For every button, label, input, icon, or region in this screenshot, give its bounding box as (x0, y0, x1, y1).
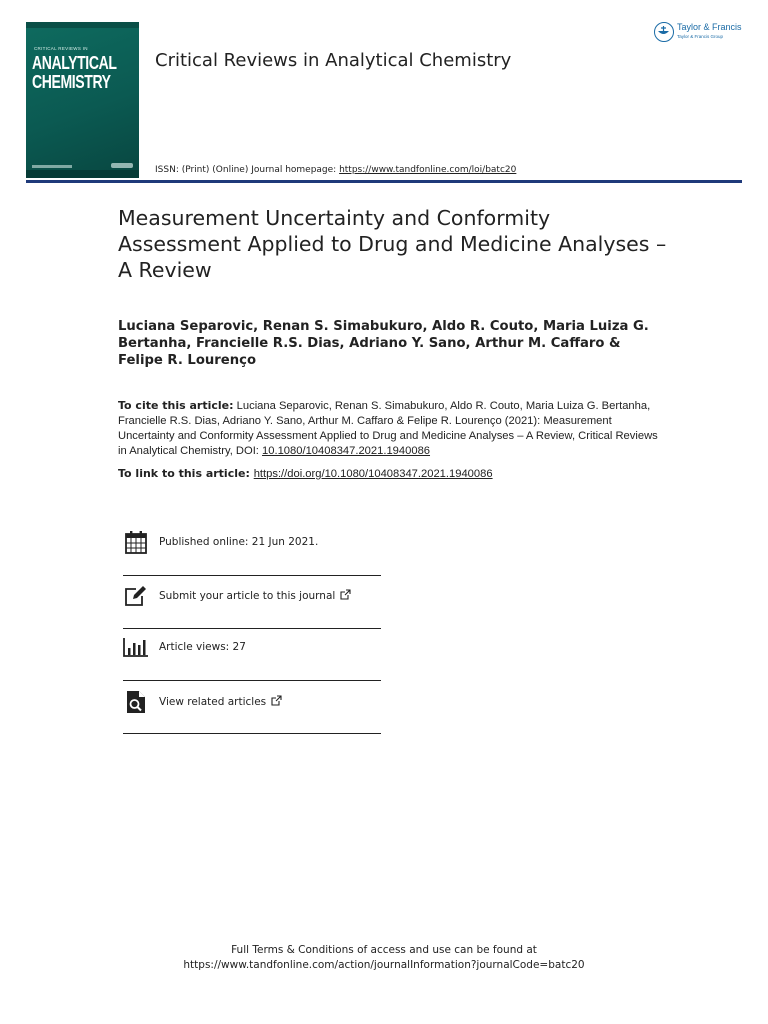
header-rule (26, 180, 742, 183)
published-date: Published online: 21 Jun 2021. (159, 536, 319, 548)
submit-row[interactable] (123, 583, 381, 609)
footer-line1: Full Terms & Conditions of access and use can be found at (231, 944, 537, 956)
divider (123, 575, 381, 576)
published-row (123, 529, 381, 555)
footer-terms-link[interactable]: https://www.tandfonline.com/action/journalInformation?journalCode=batc20 (183, 959, 585, 971)
views-row (123, 634, 381, 660)
article-link-block (118, 467, 493, 480)
cover-title-line1: ANALYTICAL (32, 53, 117, 73)
article-authors: Luciana Separovic, Renan S. Simabukuro, Aldo R. Couto, Maria Luiza G. Bertanha, Francielle R.S. Dias, Adriano Y. Sano, Arthur M. Caffaro & Felipe R. Lourenço (118, 319, 649, 368)
cover-kicker: CRITICAL REVIEWS IN (34, 46, 88, 51)
submit-article-link[interactable]: Submit your article to this journal (159, 590, 336, 602)
link-label: To link to this article: (118, 467, 254, 480)
cover-bottom-strip (26, 170, 139, 178)
cover-publisher-logo (111, 163, 133, 168)
publisher-group: Taylor & Francis Group (677, 34, 724, 39)
issn-line (155, 165, 516, 175)
taylor-francis-icon (654, 22, 674, 42)
article-title: Measurement Uncertainty and Conformity Assessment Applied to Drug and Medicine Analyses – A Review (118, 206, 667, 282)
external-link-icon (340, 589, 351, 603)
divider (123, 628, 381, 629)
related-row[interactable] (123, 689, 381, 715)
bar-chart-icon (123, 634, 149, 660)
calendar-icon (123, 529, 149, 555)
issn-text: ISSN: (Print) (Online) Journal homepage: (155, 165, 340, 175)
cite-label: To cite this article: (118, 399, 234, 412)
article-doi-link[interactable]: https://doi.org/10.1080/10408347.2021.1940086 (253, 468, 493, 480)
journal-homepage-link[interactable]: https://www.tandfonline.com/loi/batc20 (339, 165, 517, 175)
external-link-icon (271, 695, 282, 709)
cite-doi-link[interactable]: 10.1080/10408347.2021.1940086 (262, 445, 431, 457)
publisher-logo[interactable] (654, 22, 742, 42)
related-articles-link[interactable]: View related articles (159, 696, 267, 708)
cover-footer-text (32, 165, 72, 168)
divider (123, 733, 381, 734)
footer-terms (0, 943, 768, 973)
search-document-icon (123, 689, 149, 715)
publisher-logo-text (677, 22, 742, 42)
journal-cover-image (26, 22, 139, 178)
journal-title[interactable]: Critical Reviews in Analytical Chemistry (155, 50, 512, 71)
cite-text: Luciana Separovic, Renan S. Simabukuro, Aldo R. Couto, Maria Luiza G. Bertanha, Francielle R.S. Dias, Adriano Y. Sano, Arthur M. Caffaro & Felipe R. Lourenço (2021): Measurement Uncertainty and Conformity Assessment Applied to Drug and Medicine Analyses – A Review, Critical Reviews in Analytical Chemistry, DOI: (118, 400, 658, 457)
article-views: Article views: 27 (159, 641, 246, 653)
citation-block (118, 398, 663, 459)
cover-top-strip (26, 22, 139, 28)
edit-icon (123, 583, 149, 609)
divider (123, 680, 381, 681)
publisher-name: Taylor & Francis (677, 22, 742, 32)
cover-title-line2: CHEMISTRY (32, 72, 111, 92)
